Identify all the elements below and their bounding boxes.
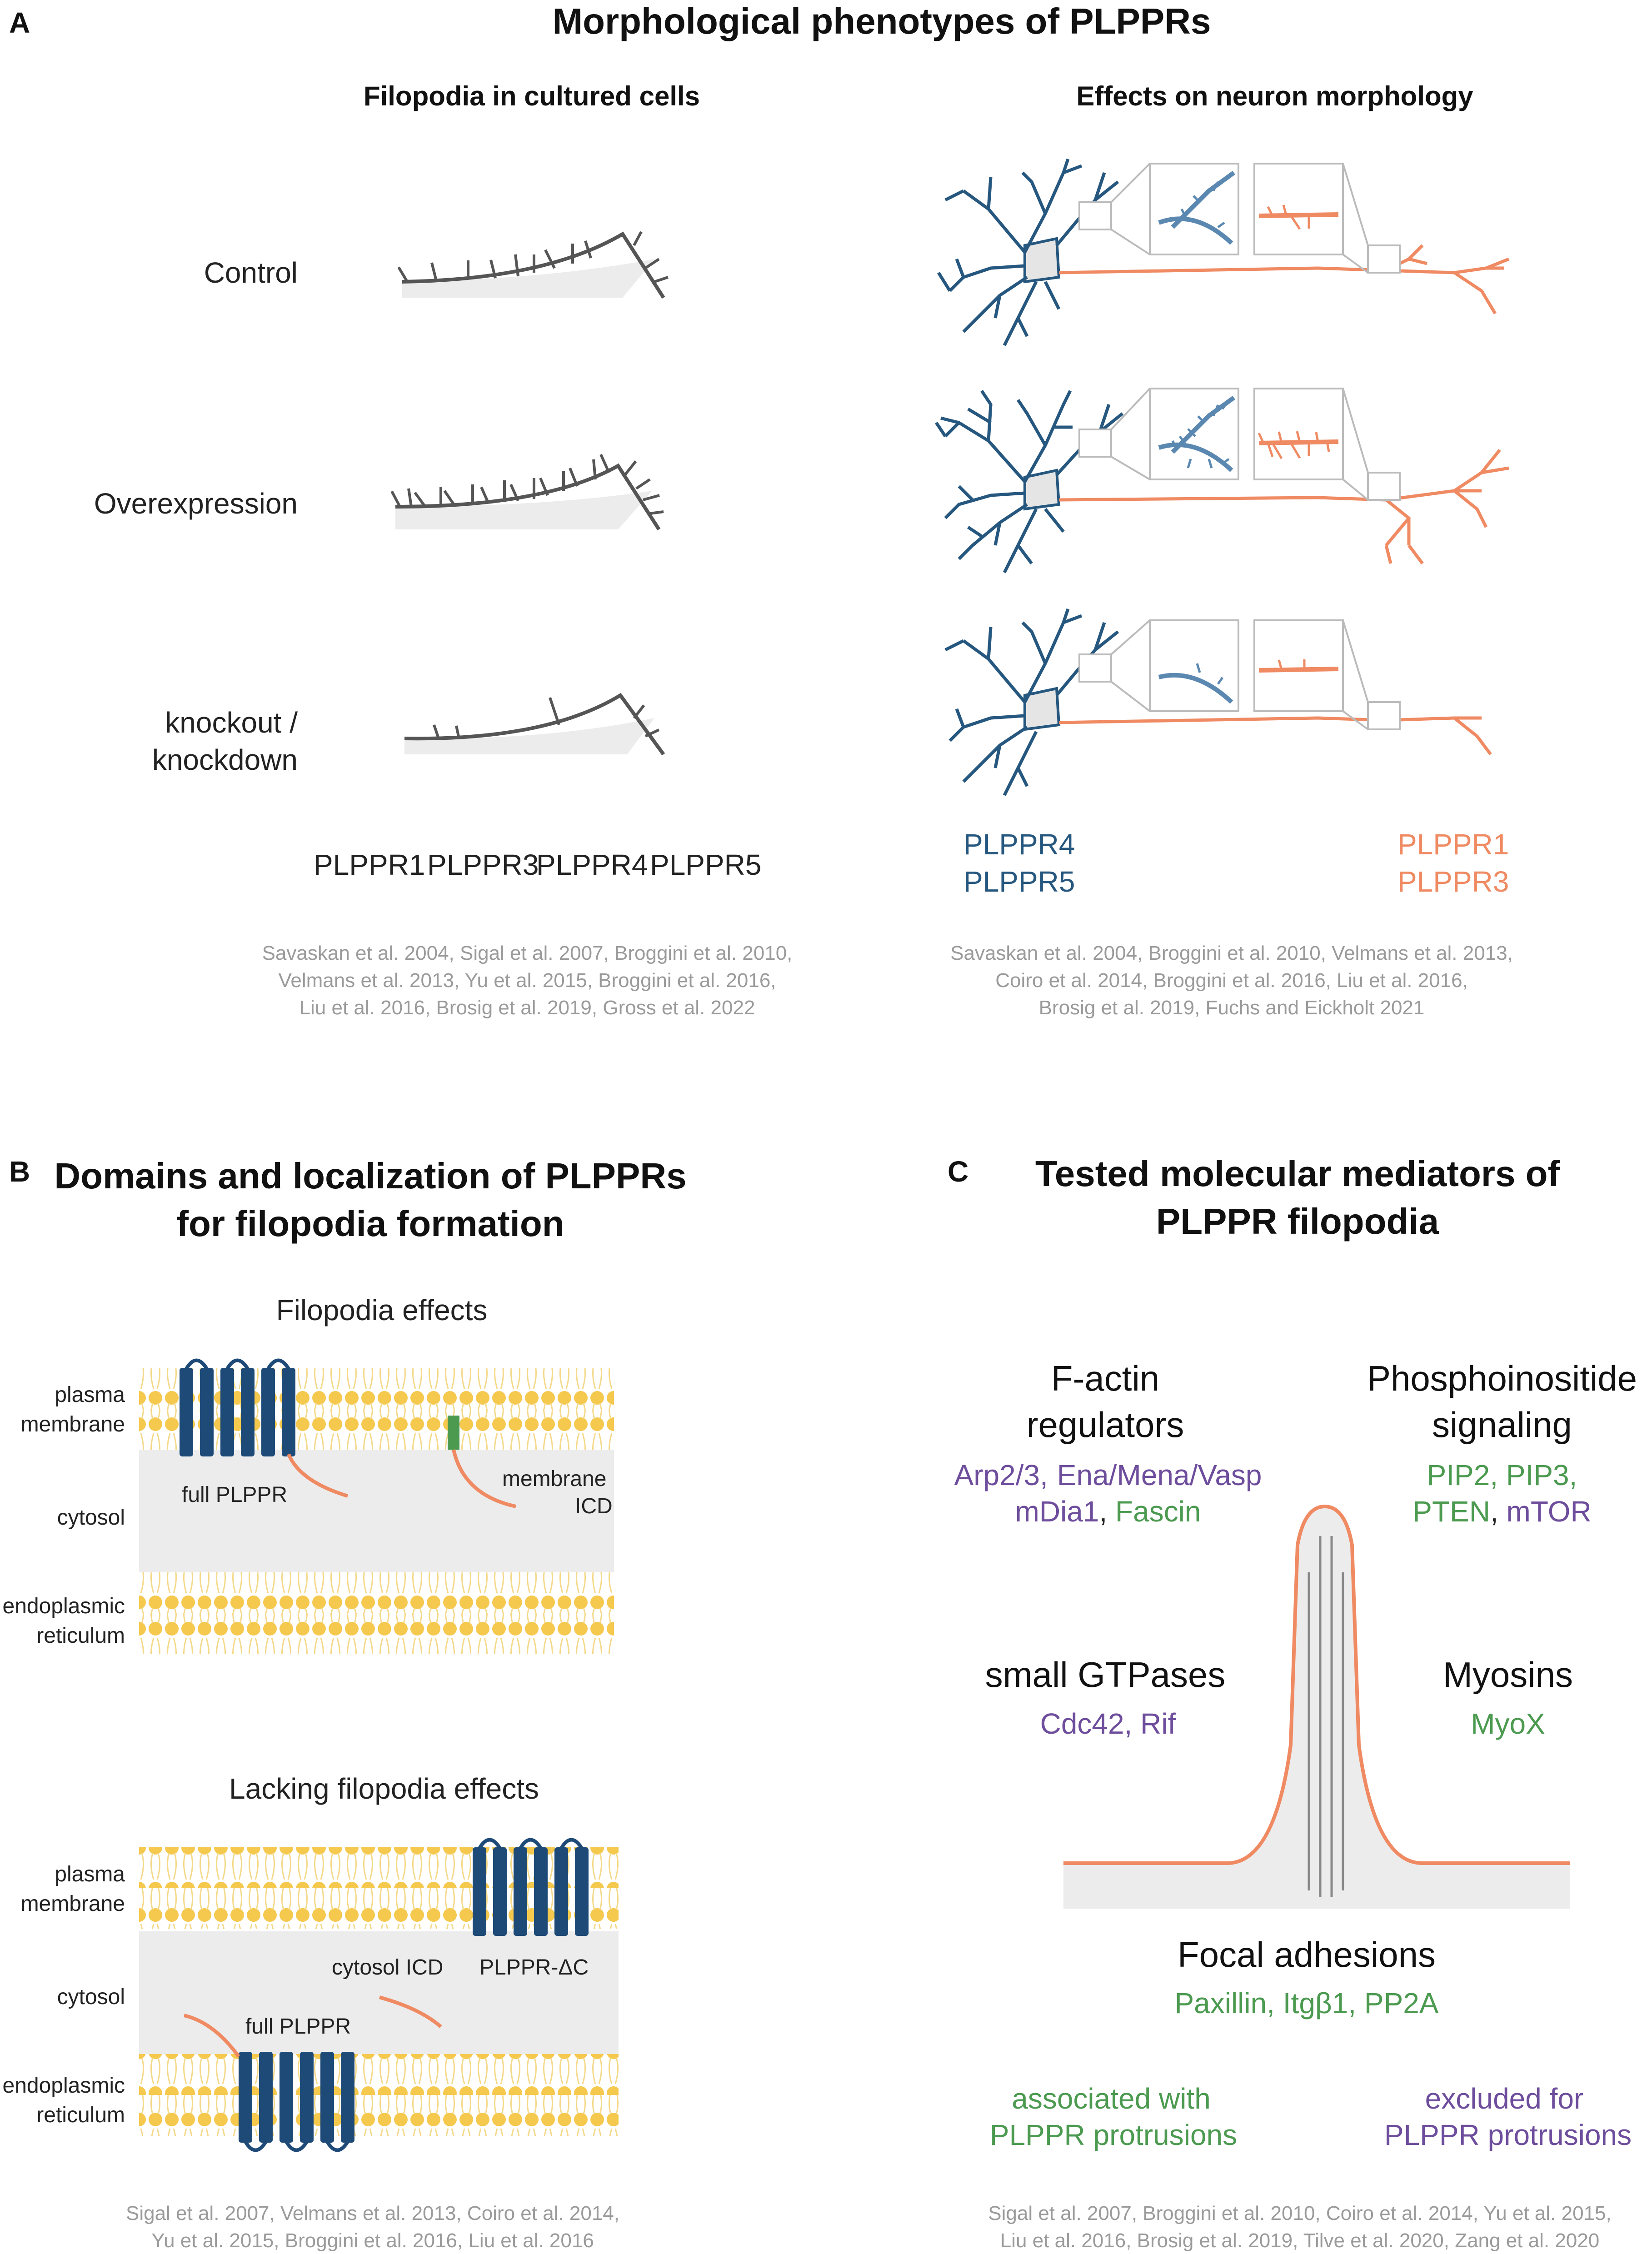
ena-mena-vasp-item: Ena/Mena/Vasp — [1057, 1459, 1262, 1491]
legend-associated-1: associated with — [1012, 2082, 1211, 2115]
panel-a-right-ref-3: Brosig et al. 2019, Fuchs and Eickholt 2021 — [1038, 997, 1425, 1019]
lacking-effects-title: Lacking filopodia effects — [229, 1772, 539, 1805]
factin-separator: , — [1099, 1495, 1115, 1528]
membrane-icd-label-1: membrane — [502, 1467, 607, 1491]
focal-header: Focal adhesions — [1177, 1935, 1436, 1975]
orange-protein-plppr1: PLPPR1 — [1397, 828, 1509, 861]
arp23-item: Arp2/3, — [954, 1459, 1048, 1491]
cell-edge-overexpression — [392, 454, 664, 529]
er-label-2a: endoplasmic — [2, 2074, 125, 2098]
factin-items-1 — [954, 1459, 1262, 1491]
protein-plppr5: PLPPR5 — [650, 848, 762, 881]
legend-associated-2: PLPPR protrusions — [989, 2119, 1238, 2151]
phospho-header-2: signaling — [1432, 1405, 1572, 1445]
pten-item: PTEN — [1412, 1495, 1490, 1528]
filopodia-effects-title: Filopodia effects — [276, 1294, 488, 1326]
mtor-item: mTOR — [1506, 1495, 1592, 1528]
panel-b-ref-2: Yu et al. 2015, Broggini et al. 2016, Liu et al. 2016 — [151, 2229, 594, 2252]
blue-protein-plppr4: PLPPR4 — [963, 828, 1075, 861]
phospho-separator: , — [1490, 1495, 1507, 1528]
cell-edge-knockout — [404, 695, 664, 754]
panel-b-letter: B — [9, 1155, 30, 1188]
panel-c-title-2: PLPPR filopodia — [1156, 1201, 1439, 1242]
membrane-icd-label-2: ICD — [575, 1494, 613, 1518]
er-label-1b: reticulum — [36, 1624, 125, 1648]
full-plppr-label-top: full PLPPR — [182, 1483, 288, 1507]
condition-knockout: knockout / — [165, 706, 298, 739]
neuron-overexpression — [936, 389, 1509, 573]
panel-a-right-ref-1: Savaskan et al. 2004, Broggini et al. 2010, Velmans et al. 2013, — [950, 942, 1513, 964]
blue-protein-plppr5: PLPPR5 — [963, 865, 1075, 898]
neuron-knockout — [945, 609, 1491, 795]
membrane-diagram-effects — [139, 1361, 614, 1655]
panel-c-letter: C — [948, 1155, 969, 1188]
cell-edge-control — [399, 232, 668, 298]
myosins-header: Myosins — [1442, 1655, 1573, 1695]
panel-b-title-2: for filopodia formation — [176, 1203, 564, 1244]
focal-items: Paxillin, Itgβ1, PP2A — [1174, 1987, 1439, 2020]
membrane-label-1: membrane — [20, 1412, 125, 1436]
left-protein-list — [314, 848, 761, 881]
panel-a-left-ref-2: Velmans et al. 2013, Yu et al. 2015, Broggini et al. 2016, — [278, 969, 776, 992]
protein-plppr4: PLPPR4 — [536, 848, 648, 881]
panel-a-right-ref-2: Coiro et al. 2014, Broggini et al. 2016, Liu et al. 2016, — [995, 969, 1468, 992]
mdia1-item: mDia1 — [1015, 1495, 1099, 1528]
condition-overexpression: Overexpression — [94, 487, 298, 520]
plasma-label-1: plasma — [55, 1383, 125, 1407]
phospho-items-1: PIP2, PIP3, — [1427, 1459, 1577, 1491]
er-label-1a: endoplasmic — [2, 1594, 125, 1618]
cytosol-label-2: cytosol — [57, 1985, 125, 2009]
er-label-2b: reticulum — [36, 2103, 125, 2127]
protein-plppr3: PLPPR3 — [427, 848, 539, 881]
panel-c-title-1: Tested molecular mediators of — [1035, 1153, 1560, 1194]
legend-excluded-2: PLPPR protrusions — [1384, 2119, 1632, 2151]
factin-header-1: F-actin — [1051, 1358, 1160, 1398]
panel-a-left-ref-3: Liu et al. 2016, Brosig et al. 2019, Gross et al. 2022 — [299, 997, 755, 1019]
factin-items-2 — [1015, 1495, 1201, 1528]
cytosol-icd-label: cytosol ICD — [332, 1955, 444, 1980]
plppr-delta-c-label: PLPPR-ΔC — [479, 1955, 589, 1980]
plasma-label-2: plasma — [55, 1862, 125, 1886]
neuron-morphology-title: Effects on neuron morphology — [1076, 81, 1473, 111]
legend-excluded-1: excluded for — [1425, 2082, 1584, 2115]
phospho-header-1: Phosphoinositide — [1367, 1358, 1637, 1398]
panel-c-ref-1: Sigal et al. 2007, Broggini et al. 2010, Coiro et al. 2014, Yu et al. 2015, — [988, 2202, 1612, 2224]
membrane-label-2: membrane — [20, 1892, 125, 1916]
membrane-diagram-lacking — [139, 1840, 619, 2150]
panel-a-letter: A — [9, 6, 30, 39]
panel-c-ref-2: Liu et al. 2016, Brosig et al. 2019, Tilve et al. 2020, Zang et al. 2020 — [1000, 2229, 1600, 2252]
panel-a-title: Morphological phenotypes of PLPPRs — [552, 1, 1211, 41]
condition-knockdown: knockdown — [152, 743, 298, 776]
factin-header-2: regulators — [1026, 1405, 1184, 1445]
protein-plppr1: PLPPR1 — [314, 848, 425, 881]
orange-protein-plppr3: PLPPR3 — [1397, 865, 1509, 898]
fascin-item: Fascin — [1115, 1495, 1201, 1528]
condition-control: Control — [204, 256, 298, 289]
myosin-items: MyoX — [1471, 1707, 1545, 1740]
panel-a-left-ref-1: Savaskan et al. 2004, Sigal et al. 2007, Broggini et al. 2010, — [262, 942, 793, 964]
cytosol-label-1: cytosol — [57, 1506, 125, 1530]
phospho-items-2 — [1412, 1495, 1592, 1528]
gtpase-items: Cdc42, Rif — [1040, 1707, 1176, 1740]
panel-b-title-1: Domains and localization of PLPPRs — [54, 1156, 687, 1196]
full-plppr-label-bottom: full PLPPR — [245, 2015, 351, 2039]
filopodia-cultured-title: Filopodia in cultured cells — [363, 81, 700, 111]
neuron-control — [938, 159, 1509, 345]
panel-b-ref-1: Sigal et al. 2007, Velmans et al. 2013, Coiro et al. 2014, — [125, 2202, 620, 2224]
gtpase-header: small GTPases — [985, 1655, 1226, 1695]
